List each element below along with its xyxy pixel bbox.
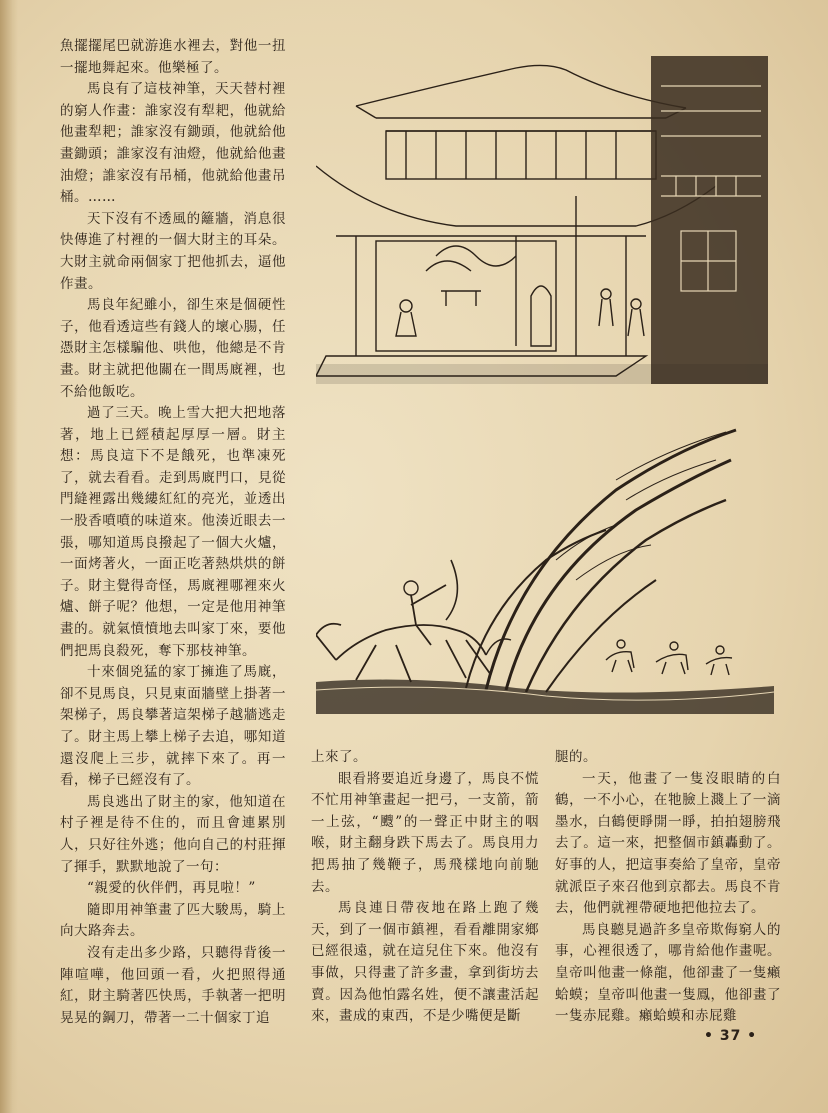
paragraph: “親愛的伙伴們，再見啦！” bbox=[87, 880, 256, 897]
paragraph: 一天，他畫了一隻沒眼睛的白鶴，一不小心，在牠臉上濺上了一滴墨水，白鶴便睜開一睜，拍拍翅膀飛去了。這一來，把整個市鎮轟動了。好事的人，把這事奏給了皇帝，皇帝就派臣子來召他到京都去。馬良不肯去，他們就裡帶硬地把他拉去了。 bbox=[555, 770, 781, 917]
horse-rider-illustration bbox=[316, 420, 774, 714]
paragraph: 隨即用神筆畫了匹大駿馬，騎上向大路奔去。 bbox=[60, 901, 286, 940]
paragraph: 馬良逃出了財主的家，他知道在村子裡是待不住的，而且會連累別人，只好往外逃；他向自己的村莊揮了揮手，默默地說了一句： bbox=[60, 793, 286, 875]
paragraph: 馬良年紀雖小，卻生來是個硬性子，他看透這些有錢人的壞心腸，任憑財主怎樣騙他、哄他，他總是不肯畫。財主就把他關在一間馬廐裡，也不給他飯吃。 bbox=[60, 297, 286, 400]
paragraph: 馬良有了這枝神筆，天天替村裡的窮人作畫：誰家沒有犁耙，他就給他畫犁耙；誰家沒有鋤頭，他就給他畫鋤頭；誰家沒有油燈，他就給他畫油燈；誰家沒有吊桶，他就給他畫吊桶。…… bbox=[60, 81, 286, 206]
paragraph: 過了三天。晚上雪大把大把地落著，地上已經積起厚厚一層。財主想：馬良這下不是餓死，也準凍死了，就去看看。走到馬廐門口，見從門縫裡露出幾縷紅紅的亮光，並透出一股香噴噴的味道來。他湊近眼去一張，哪知道馬良撥起了一個大火爐，一面烤著火，一面正吃著熱烘烘的餅子。財主覺得奇怪，馬廐裡哪裡來火爐、餅子呢？他想，一定是他用神筆畫的。就氣憤憤地去叫家丁來，要他們把馬良殺死，奪下那枝神筆。 bbox=[60, 405, 286, 659]
page-number: • 37 • bbox=[704, 1028, 758, 1044]
paragraph: 眼看將要追近身邊了，馬良不慌不忙用神筆畫起一把弓，一支箭，箭一上弦，“颼”的一聲正中財主的咽喉，財主翻身跌下馬去了。馬良用力把馬抽了幾鞭子，馬飛樣地向前馳去。 bbox=[311, 770, 539, 895]
paragraph: 十來個兇猛的家丁擁進了馬廐，卻不見馬良，只見東面牆壁上掛著一架梯子，馬良攀著這架梯子越牆逃走了。財主馬上攀上梯子去追，哪知道還沒爬上三步，就摔下來了。再一看，梯子已經沒有了。 bbox=[60, 664, 286, 789]
palace-illustration bbox=[316, 56, 768, 384]
paragraph: 腿的。 bbox=[555, 749, 597, 765]
paragraph: 上來了。 bbox=[311, 749, 367, 765]
paragraph: 馬良聽見過許多皇帝欺侮窮人的事，心裡很透了，哪肯給他作畫呢。皇帝叫他畫一條龍，他卻畫了一隻癩蛤蟆；皇帝叫他畫一隻鳳，他卻畫了一隻赤屁雞。癩蛤蟆和赤屁雞 bbox=[555, 921, 781, 1025]
text-column-left bbox=[60, 36, 286, 1029]
page-edge-shadow bbox=[0, 0, 18, 1113]
text-column-right bbox=[555, 747, 781, 1028]
paragraph: 沒有走出多少路，只聽得背後一陣喧嘩，他回頭一看，火把照得通紅，財主騎著匹快馬，手執著一把明晃晃的鋼刀，帶著一二十個家丁追 bbox=[60, 944, 286, 1026]
paragraph: 魚擺擺尾巴就游進水裡去，對他一扭一擺地舞起來。他樂極了。 bbox=[60, 38, 286, 76]
text-column-middle bbox=[311, 747, 539, 1028]
paragraph: 馬良連日帶夜地在路上跑了幾天，到了一個市鎮裡，看看離開家鄉已經很遠，就在這兒住下來。他沒有事做，只得畫了許多畫，拿到街坊去賣。因為他怕露名姓，便不讓畫活起來，畫成的東西，不是少嘴便是斷 bbox=[311, 900, 539, 1025]
paragraph: 天下沒有不透風的籬牆，消息很快傳進了村裡的一個大財主的耳朵。大財主就命兩個家丁把他抓去，逼他作畫。 bbox=[60, 210, 286, 292]
